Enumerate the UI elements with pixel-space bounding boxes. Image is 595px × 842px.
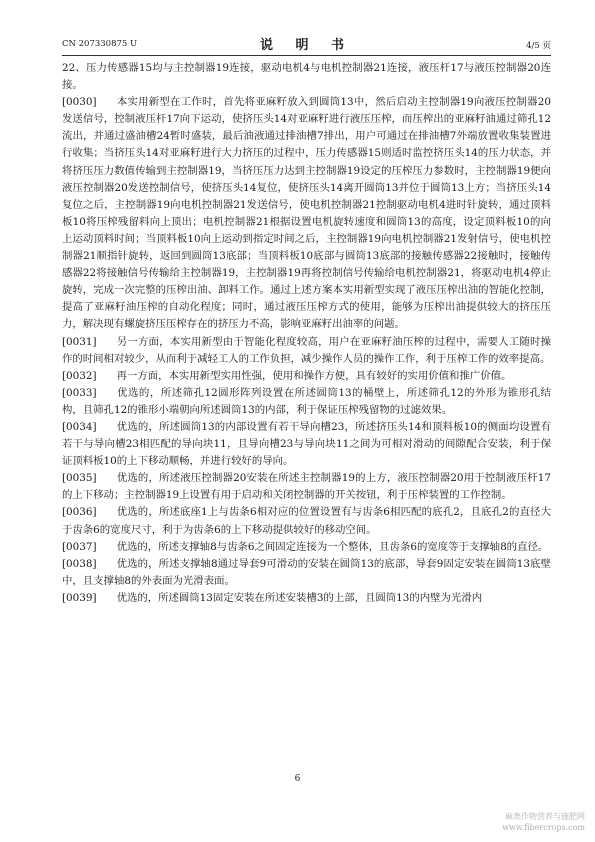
document-body	[62, 60, 551, 607]
paragraph	[62, 334, 551, 368]
paragraph-number: [0035]	[62, 472, 97, 485]
document-title: 说 明 书	[259, 38, 354, 53]
paragraph-number: [0030]	[62, 96, 97, 109]
paragraph-text: 优选的，所述液压控制器20安装在所述主控制器19的上方，液压控制器20用于控制液压杆17的上下移动；主控制器19上设置有用于启动和关闭控制器的开关按钮，利于压榨装置的工作控制。	[62, 472, 551, 502]
paragraph-number: [0034]	[62, 420, 97, 433]
watermark	[502, 811, 585, 833]
paragraph	[62, 94, 551, 333]
paragraph-number: [0032]	[62, 369, 97, 382]
paragraph	[62, 504, 551, 538]
header-rule	[62, 55, 551, 56]
paragraph	[62, 590, 551, 607]
paragraph-number: [0033]	[62, 386, 97, 399]
paragraph-text: 本实用新型在工作时，首先将亚麻籽放入到圆筒13中，然后启动主控制器19向液压控制器20发送信号，控制液压杆17向下运动，使挤压头14对亚麻籽进行液压压榨，而压榨出的亚麻籽油通过筛孔12流出，并通过盛油槽24暂时盛装，最后油液通过排油槽7排出，用户可通过在排油槽7外端放置收集装置进行收集；当挤压头14对亚麻籽进行大力挤压的过程中，压力传感器15则适时监控挤压头14的压力状态，并将挤压压力数值传输到主控制器19，当挤压压力达到主控制器19设定的压榨压力参数时，主控制器19便向液压控制器20发送控制信号，使挤压头14复位，使挤压头14离开圆筒13并位于圆筒13上方；当挤压头14复位之后，主控制器19向电机控制器21发送信号，使电机控制器21控制驱动电机4进时针旋转，通过顶料板10将压榨残留料向上顶出；电机控制器21根据设置电机旋转速度和圆筒13的高度，设定顶料板10的向上运动顶料时间；当顶料板10向上运动到指定时间之后，主控制器19向电机控制器21发射信号，使电机控制器21顺指针旋转，返回到圆筒13底部；当顶料板10底部与圆筒13底部的接触传感器22接触时，接触传感器22将接触信号传输给主控制器19，主控制器19再将控制信号传输给电机控制器21，将驱动电机4停止旋转，完成一次完整的压榨出油、卸料工作。通过上述方案本实用新型实现了液压压榨出油的智能化控制，提高了亚麻籽油压榨的自动化程度；同时，通过液压压榨方式的使用，能够为压榨出油提供较大的挤压压力，解决现有螺旋挤压压榨存在的挤压力不高，影响亚麻籽出油率的问题。	[62, 96, 551, 331]
watermark-line2: www.fibercrops.com	[502, 823, 585, 832]
patent-number: CN 207330875 U	[62, 39, 138, 49]
paragraph-number: [0031]	[62, 335, 97, 348]
paragraph-number: [0039]	[62, 591, 97, 604]
paragraph	[62, 470, 551, 504]
paragraph-text: 再一方面，本实用新型实用性强，使用和操作方便，具有较好的实用价值和推广价值。	[116, 369, 512, 382]
page-indicator: 4/5 页	[526, 41, 551, 51]
watermark-line1: 麻类作物营养与施肥网	[505, 812, 585, 821]
paragraph-number: [0037]	[62, 540, 97, 553]
paragraph-text: 优选的，所述底座1上与齿条6相对应的位置设置有与齿条6相匹配的底孔2，且底孔2的直径大于齿条6的宽度尺寸，利于为齿条6的上下移动提供较好的移动空间。	[62, 506, 551, 536]
paragraph-text: 优选的，所述支撑轴8与齿条6之间固定连接为一个整体，且齿条6的宽度等于支撑轴8的直径。	[116, 540, 549, 553]
paragraph-text: 优选的，所述圆筒13固定安装在所述安装槽3的上部，且圆筒13的内壁为光滑内	[116, 591, 483, 604]
paragraph-text: 另一方面，本实用新型由于智能化程度较高，用户在亚麻籽油压榨的过程中，需要人工随时操作的时间相对较少，从而利于减轻工人的工作负担，减少操作人员的操作工作，利于压榨工作的效率提高。	[62, 335, 551, 365]
paragraph	[62, 60, 551, 94]
paragraph	[62, 385, 551, 419]
paragraph-number: [0038]	[62, 557, 97, 570]
paragraph-number: [0036]	[62, 506, 97, 519]
page-header	[62, 36, 551, 52]
paragraph	[62, 556, 551, 590]
paragraph	[62, 419, 551, 470]
paragraph-text: 优选的，所述支撑轴8通过导套9可滑动的安装在圆筒13的底部，导套9固定安装在圆筒13底壁中，且支撑轴8的外表面为光滑表面。	[62, 557, 551, 587]
paragraph-text: 优选的，所述筛孔12圆形阵列设置在所述圆筒13的桶壁上，所述筛孔12的外形为锥形孔结构，且筛孔12的锥形小端朝向所述圆筒13的内部，利于保证压榨残留物的过滤效果。	[62, 386, 551, 416]
paragraph-text: 22、压力传感器15均与主控制器19连接，驱动电机4与电机控制器21连接，液压杆17与液压控制器20连接。	[62, 62, 551, 92]
page-number: 6	[294, 774, 301, 784]
paragraph-text: 优选的，所述圆筒13的内部设置有若干导向槽23，所述挤压头14和顶料板10的侧面均设置有若干与导向槽23相匹配的导向块11，且导向槽23与导向块11之间为可相对滑动的间隙配合安装，利于保证顶料板10的上下移动顺畅，并进行较好的导向。	[62, 420, 551, 468]
paragraph	[62, 368, 551, 385]
paragraph	[62, 539, 551, 556]
